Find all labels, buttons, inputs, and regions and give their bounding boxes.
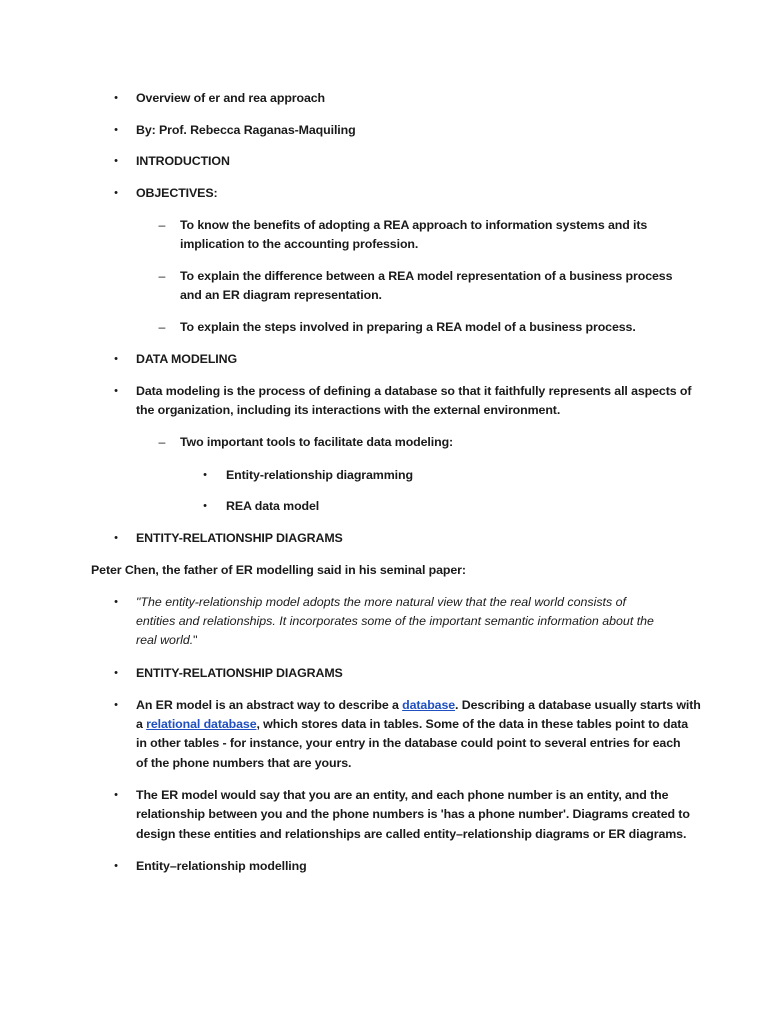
bullet-icon: • [114, 353, 118, 365]
bullet-icon: • [114, 860, 118, 872]
er-entity-line-1: The ER model would say that you are an entity, and each phone number is an entity, and the [136, 788, 669, 802]
introduction-heading: INTRODUCTION [136, 154, 230, 168]
dash-icon: – [158, 269, 166, 283]
objective-1-line-1: To know the benefits of adopting a REA approach to information systems and its [180, 218, 648, 232]
quote-line-2 [136, 612, 654, 632]
objective-1-line-2: implication to the accounting profession. [180, 237, 419, 251]
text: . Describing a database usually starts with [455, 698, 701, 712]
data-modeling-heading: DATA MODELING [136, 352, 238, 366]
er-paragraph-line-4: of the phone numbers that are yours. [136, 756, 352, 770]
er-paragraph-line-3: in other tables - for instance, your entry in the database could point to several entries for each [136, 736, 681, 750]
dash-icon: – [158, 218, 166, 232]
data-modeling-line-1: Data modeling is the process of defining a database so that it faithfully represents all aspects of [136, 384, 692, 398]
text: An ER model is an abstract way to describe a [136, 698, 403, 712]
quote-text: real world. [136, 633, 194, 647]
bullet-icon: • [114, 667, 118, 679]
text: , which stores data in tables. Some of the data in these tables point to data [256, 717, 689, 731]
quote-close: " [193, 633, 198, 647]
bullet-icon: • [114, 789, 118, 801]
tool-rea-data-model: REA data model [226, 499, 320, 513]
overview-title: Overview of er and rea approach [136, 91, 326, 105]
bullet-icon: • [114, 187, 118, 199]
objective-3: To explain the steps involved in preparing a REA model of a business process. [180, 320, 636, 334]
quote-text: entities and relationships. It incorporates some of the important semantic information about the [136, 614, 654, 628]
bullet-icon: • [114, 532, 118, 544]
er-modelling-item: Entity–relationship modelling [136, 859, 307, 873]
bullet-icon: • [114, 124, 118, 136]
bullet-icon: • [114, 155, 118, 167]
er-paragraph-line-2 [136, 715, 688, 735]
chen-intro: Peter Chen, the father of ER modelling said in his seminal paper: [91, 563, 466, 577]
text: a [136, 717, 147, 731]
objectives-heading: OBJECTIVES: [136, 186, 218, 200]
tools-line: Two important tools to facilitate data modeling: [180, 435, 454, 449]
database-link[interactable]: database [402, 698, 456, 712]
objective-2-line-1: To explain the difference between a REA model representation of a business process [180, 269, 673, 283]
erd-heading-2: ENTITY-RELATIONSHIP DIAGRAMS [136, 666, 343, 680]
erd-heading-1: ENTITY-RELATIONSHIP DIAGRAMS [136, 531, 343, 545]
er-entity-line-3: design these entities and relationships are called entity–relationship diagrams or ER diagrams. [136, 827, 687, 841]
bullet-icon: • [203, 500, 207, 512]
dash-icon: – [158, 435, 166, 449]
relational-database-link[interactable]: relational database [146, 717, 257, 731]
data-modeling-line-2: the organization, including its interactions with the external environment. [136, 403, 561, 417]
er-entity-line-2: relationship between you and the phone numbers is 'has a phone number'. Diagrams created to [136, 807, 690, 821]
tool-er-diagramming: Entity-relationship diagramming [226, 468, 413, 482]
objective-2-line-2: and an ER diagram representation. [180, 288, 382, 302]
quote-text: "The entity-relationship model adopts the more natural view that the real world consists of [136, 595, 626, 609]
bullet-icon: • [114, 385, 118, 397]
dash-icon: – [158, 320, 166, 334]
author-line: By: Prof. Rebecca Raganas-Maquiling [136, 123, 356, 137]
bullet-icon: • [114, 699, 118, 711]
bullet-icon: • [114, 596, 118, 608]
bullet-icon: • [114, 92, 118, 104]
quote-line-3 [136, 631, 198, 651]
bullet-icon: • [203, 469, 207, 481]
quote-line-1 [136, 593, 626, 613]
er-paragraph-line-1 [136, 696, 701, 716]
